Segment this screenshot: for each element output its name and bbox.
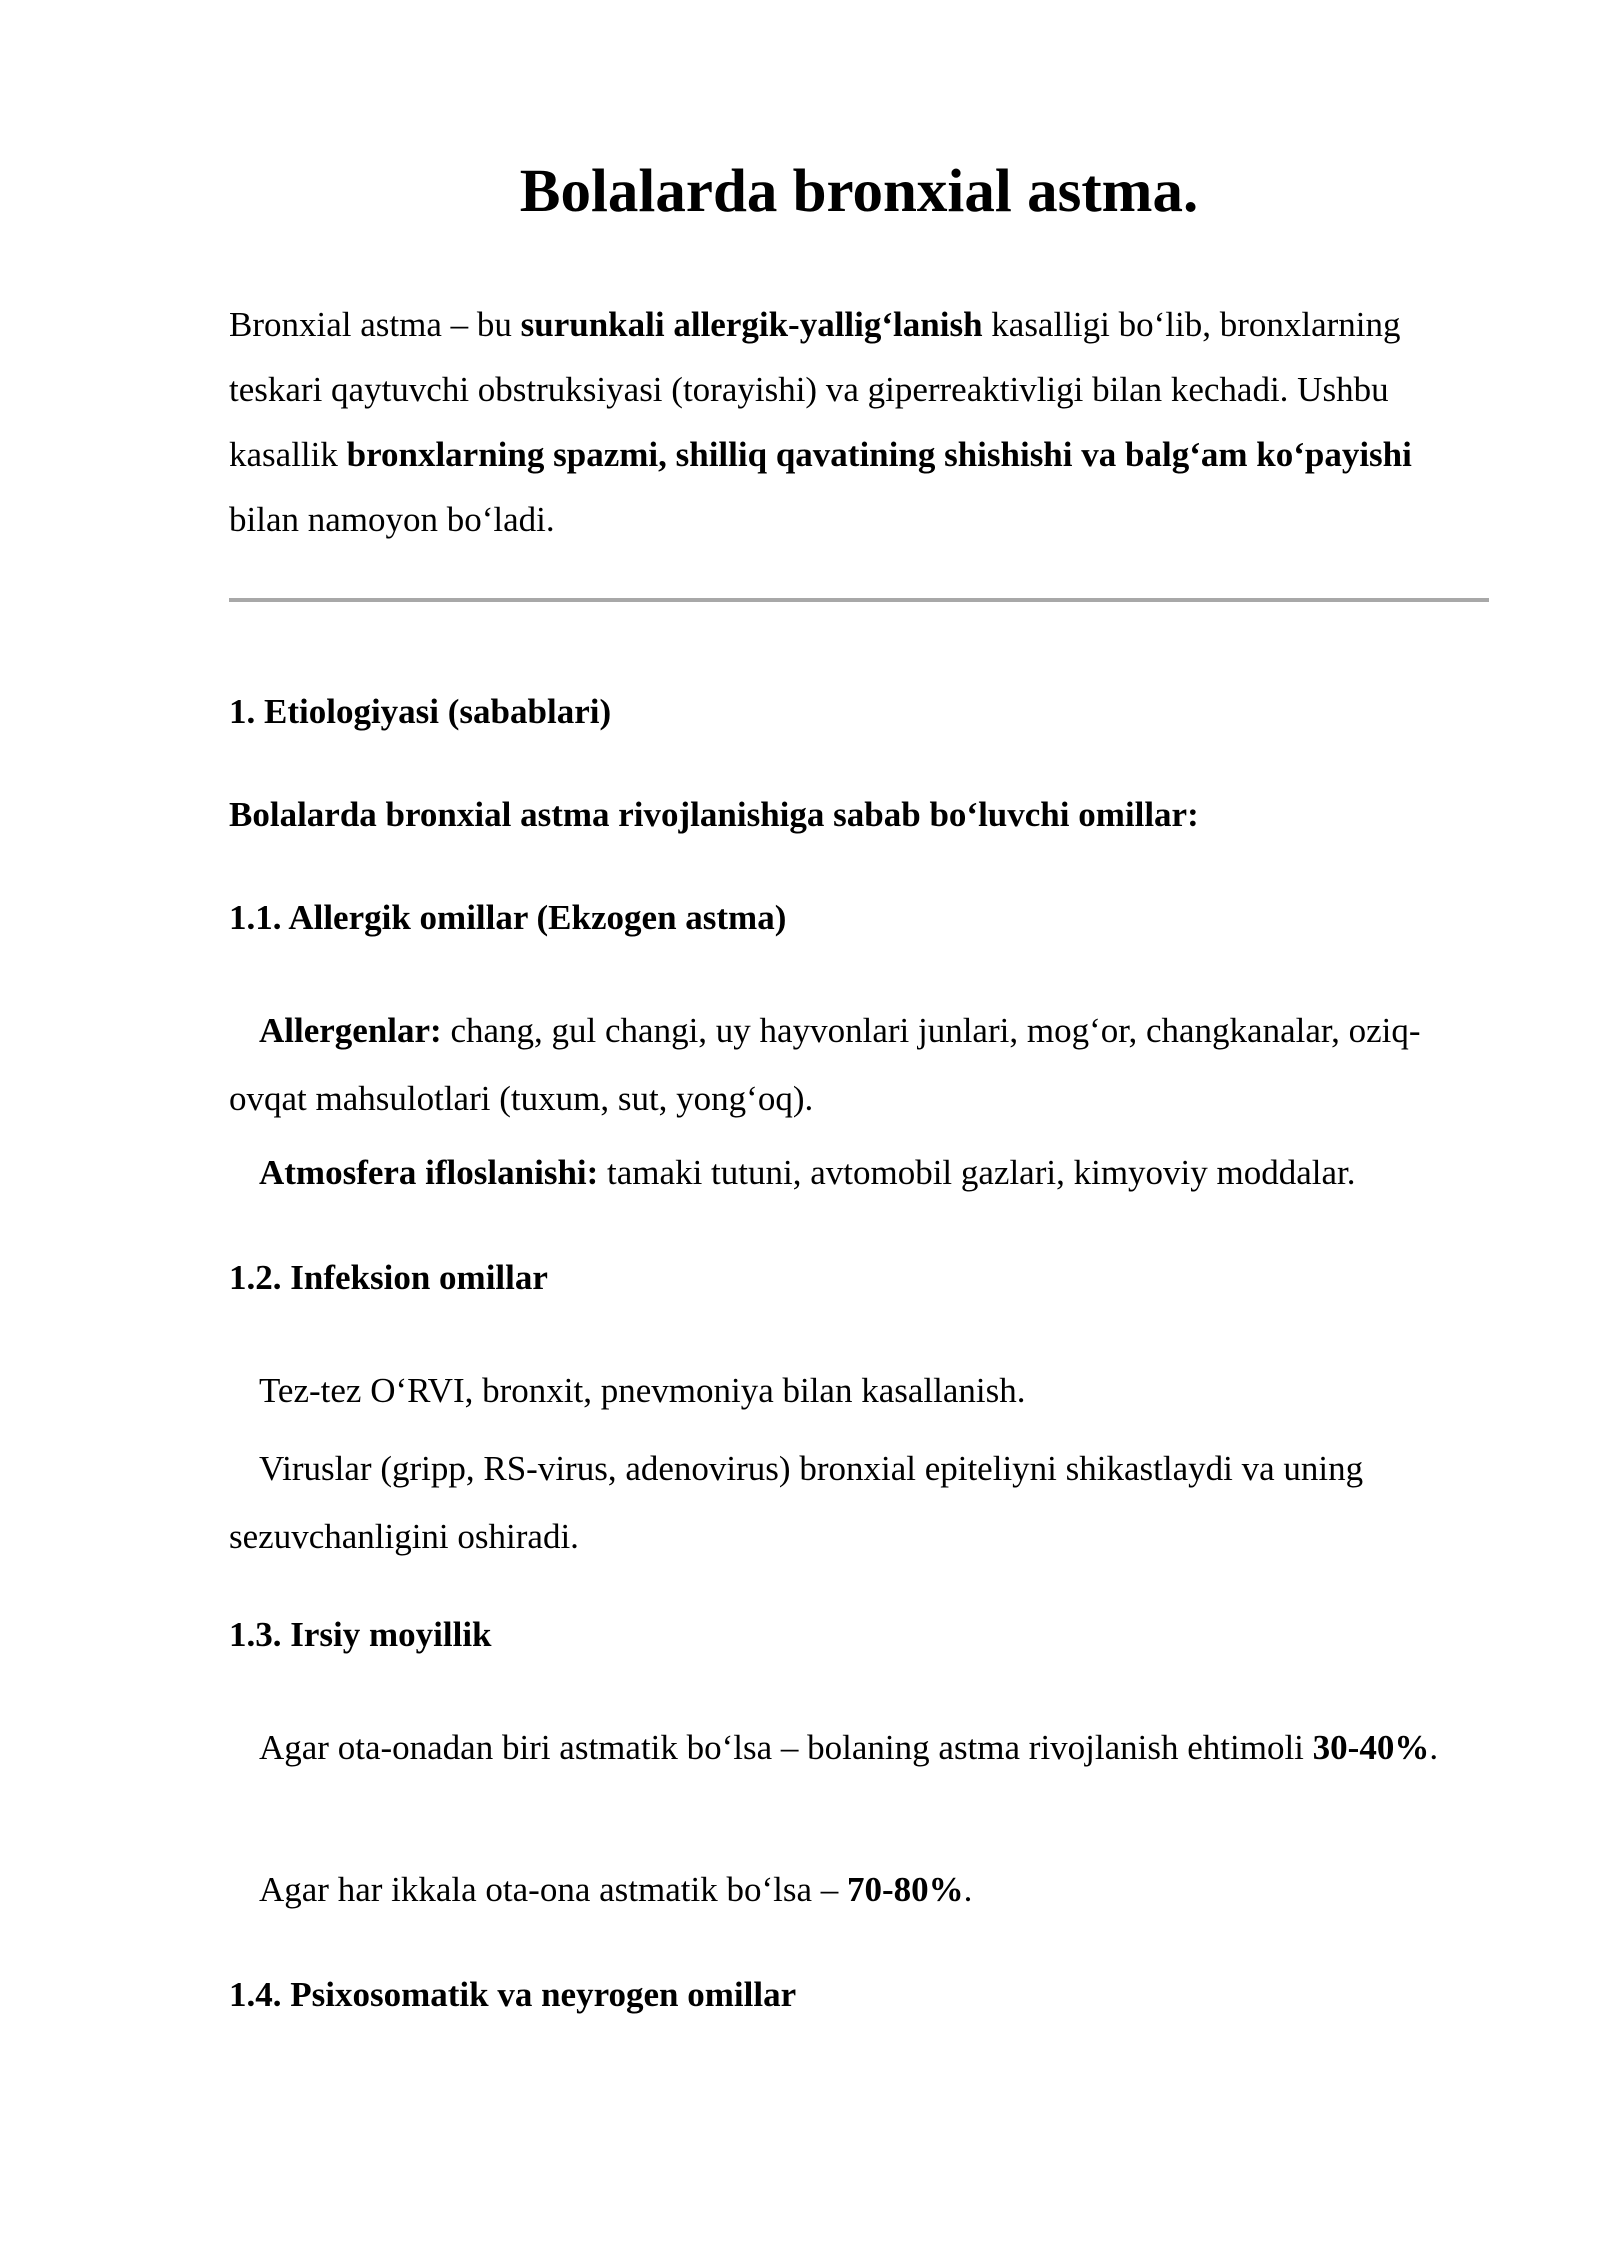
list-item-tail: . <box>1429 1728 1439 1767</box>
list-item-percent: 70-80% <box>847 1870 964 1909</box>
intro-text-1: Bronxial astma – bu <box>229 305 521 344</box>
list-item-one-parent <box>229 1714 1469 1782</box>
list-item-pollution <box>229 1139 1469 1207</box>
subsection-heading-allergic: 1.1. Allergik omillar (Ekzogen astma) <box>229 898 787 937</box>
list-item-text: tamaki tutuni, avtomobil gazlari, kimyoviy moddalar. <box>598 1153 1356 1192</box>
intro-text-3: bilan namoyon bo‘ladi. <box>229 500 555 539</box>
section-heading-etiology: 1. Etiologiyasi (sabablari) <box>229 692 612 731</box>
intro-paragraph <box>229 292 1469 552</box>
intro-text-2: kasalligi bo‘lib, bronxlarning teskari qaytuvchi obstruksiyasi (torayishi) va giperreaktivligi bilan kechadi. Ushbu kasallik <box>229 305 1401 474</box>
subsection-heading-hereditary: 1.3. Irsiy moyillik <box>229 1615 492 1654</box>
list-item-orvi <box>229 1357 1469 1425</box>
list-item-label: Atmosfera ifloslanishi: <box>259 1153 599 1192</box>
list-item-label: Allergenlar: <box>259 1011 442 1050</box>
horizontal-divider <box>229 598 1489 602</box>
intro-bold-1: surunkali allergik-yallig‘lanish <box>520 305 983 344</box>
list-item-percent: 30-40% <box>1312 1728 1430 1767</box>
list-item-allergens <box>229 997 1469 1133</box>
list-item-text: Agar har ikkala ota-ona astmatik bo‘lsa – <box>259 1870 847 1909</box>
list-item-text: chang, gul changi, uy hayvonlari junlari, mog‘or, changkanalar, oziq-ovqat mahsulotlari (tuxum, sut, yong‘oq). <box>229 1011 1421 1118</box>
list-item-text: Tez-tez O‘RVI, bronxit, pnevmoniya bilan kasallanish. <box>259 1371 1026 1410</box>
list-item-both-parents <box>229 1856 1469 1924</box>
list-item-text: Viruslar (gripp, RS-virus, adenovirus) bronxial epiteliyni shikastlaydi va uning sezuvchanligini oshiradi. <box>229 1449 1364 1556</box>
list-item-text: Agar ota-onadan biri astmatik bo‘lsa – bolaning astma rivojlanish ehtimoli <box>259 1728 1313 1767</box>
section-subheading-factors: Bolalarda bronxial astma rivojlanishiga sabab bo‘luvchi omillar: <box>229 795 1199 834</box>
list-item-viruses <box>229 1435 1469 1571</box>
page-title: Bolalarda bronxial astma. <box>519 158 1199 225</box>
list-item-tail: . <box>963 1870 973 1909</box>
subsection-heading-psychosomatic: 1.4. Psixosomatik va neyrogen omillar <box>229 1975 797 2014</box>
subsection-heading-infectious: 1.2. Infeksion omillar <box>229 1258 548 1297</box>
intro-bold-2: bronxlarning spazmi, shilliq qavatining shishishi va balg‘am ko‘payishi <box>346 435 1412 474</box>
